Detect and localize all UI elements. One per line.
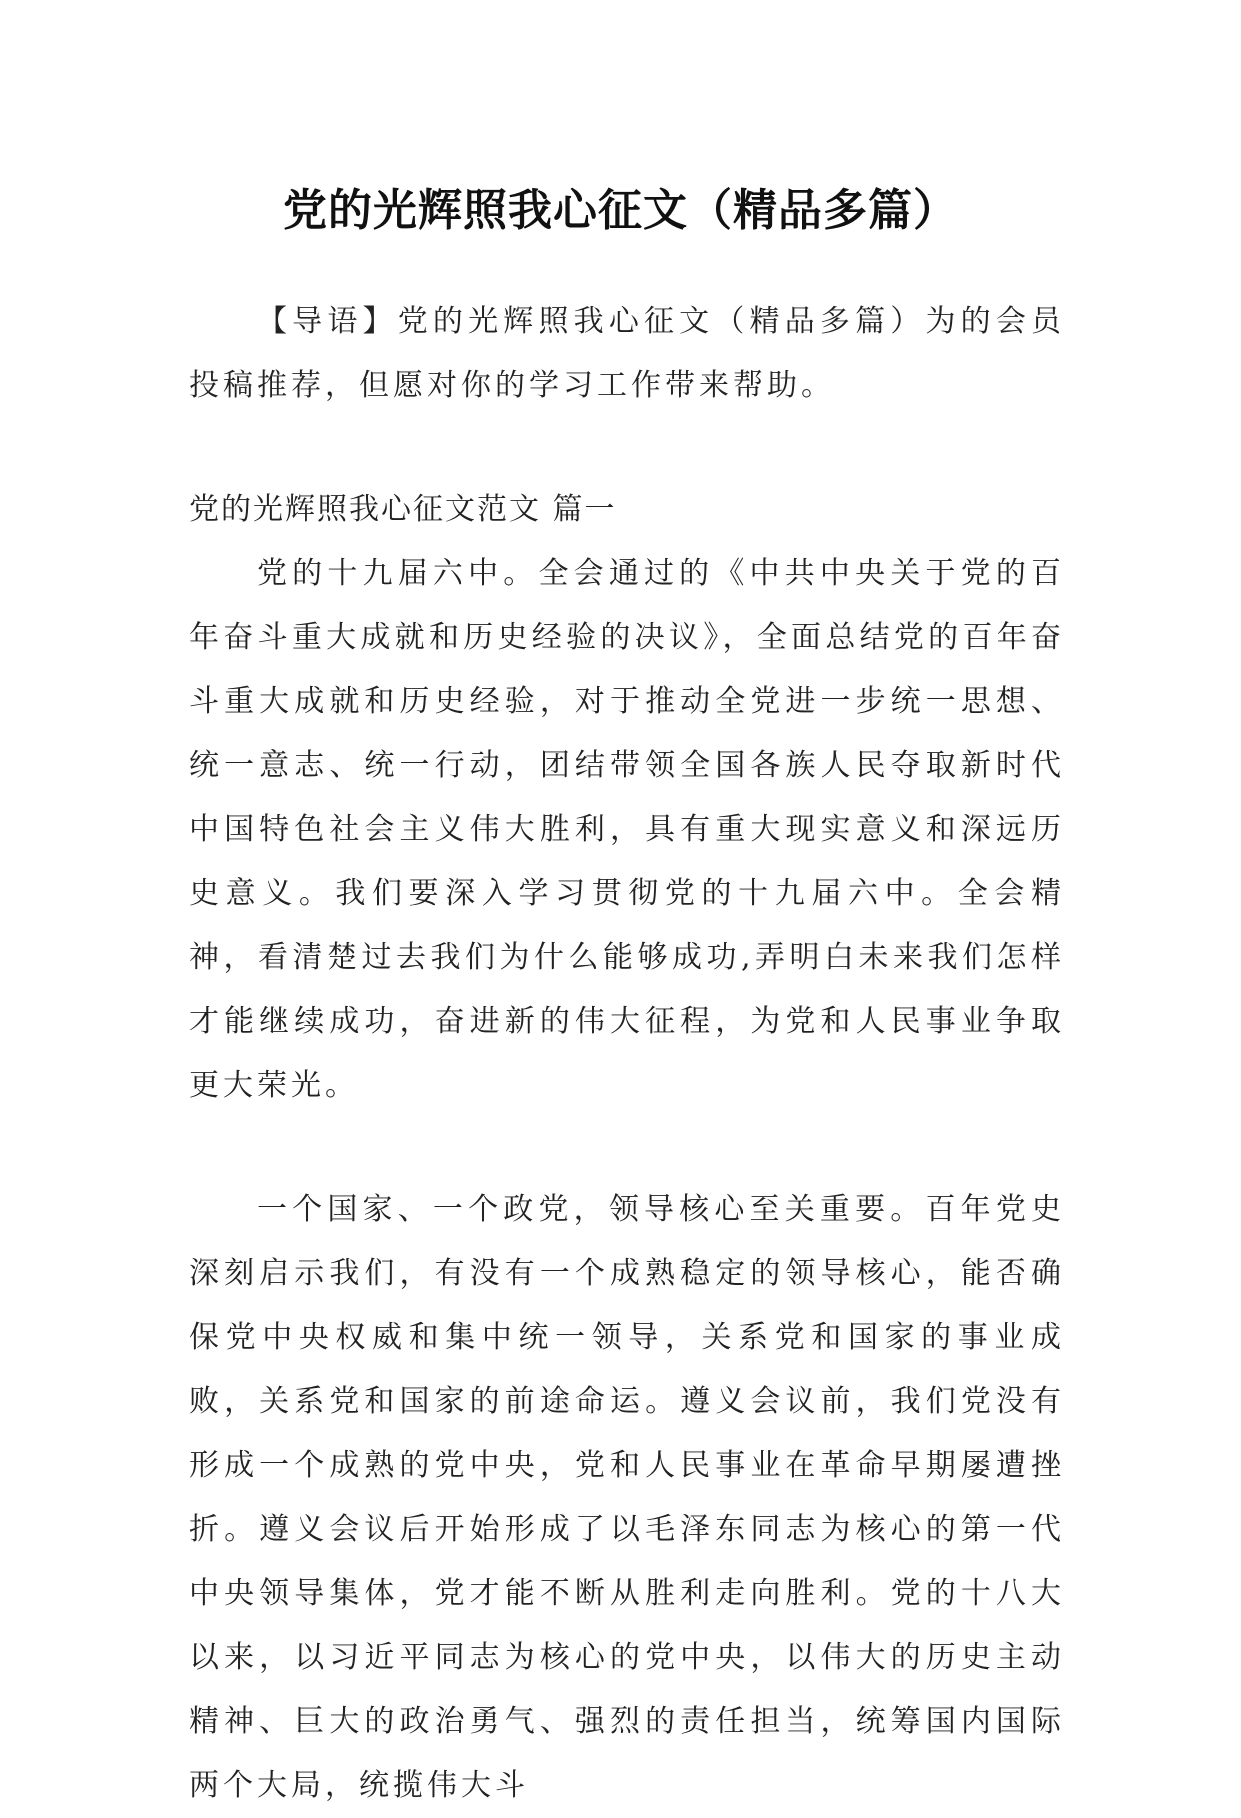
body-paragraph-2: 一个国家、一个政党，领导核心至关重要。百年党史深刻启示我们，有没有一个成熟稳定的领导核心，能否确保党中央权威和集中统一领导，关系党和国家的事业成败，关系党和国家的前途命运。遵义会议前，我们党没有形成一个成熟的党中央，党和人民事业在革命早期屡遭挫折。遵义会议后开始形成了以毛泽东同志为核心的第一代中央领导集体，党才能不断从胜利走向胜利。党的十八大以来，以习近平同志为核心的党中央，以伟大的历史主动精神、巨大的政治勇气、强烈的责任担当，统筹国内国际两个大局，统揽伟大斗 (189, 1192, 1065, 1803)
section-heading: 党的光辉照我心征文范文 篇一 (189, 492, 617, 527)
document-body (189, 290, 1065, 1818)
intro-paragraph: 【导语】党的光辉照我心征文（精品多篇）为的会员投稿推荐，但愿对你的学习工作带来帮助。 (189, 304, 1065, 403)
document-title: 党的光辉照我心征文（精品多篇） (283, 185, 958, 237)
body-paragraph-1: 党的十九届六中。全会通过的《中共中央关于党的百年奋斗重大成就和历史经验的决议》，全面总结党的百年奋斗重大成就和历史经验，对于推动全党进一步统一思想、统一意志、统一行动，团结带领全国各族人民夺取新时代中国特色社会主义伟大胜利，具有重大现实意义和深远历史意义。我们要深入学习贯彻党的十九届六中。全会精神，看清楚过去我们为什么能够成功,弄明白未来我们怎样才能继续成功，奋进新的伟大征程，为党和人民事业争取更大荣光。 (189, 556, 1065, 1103)
